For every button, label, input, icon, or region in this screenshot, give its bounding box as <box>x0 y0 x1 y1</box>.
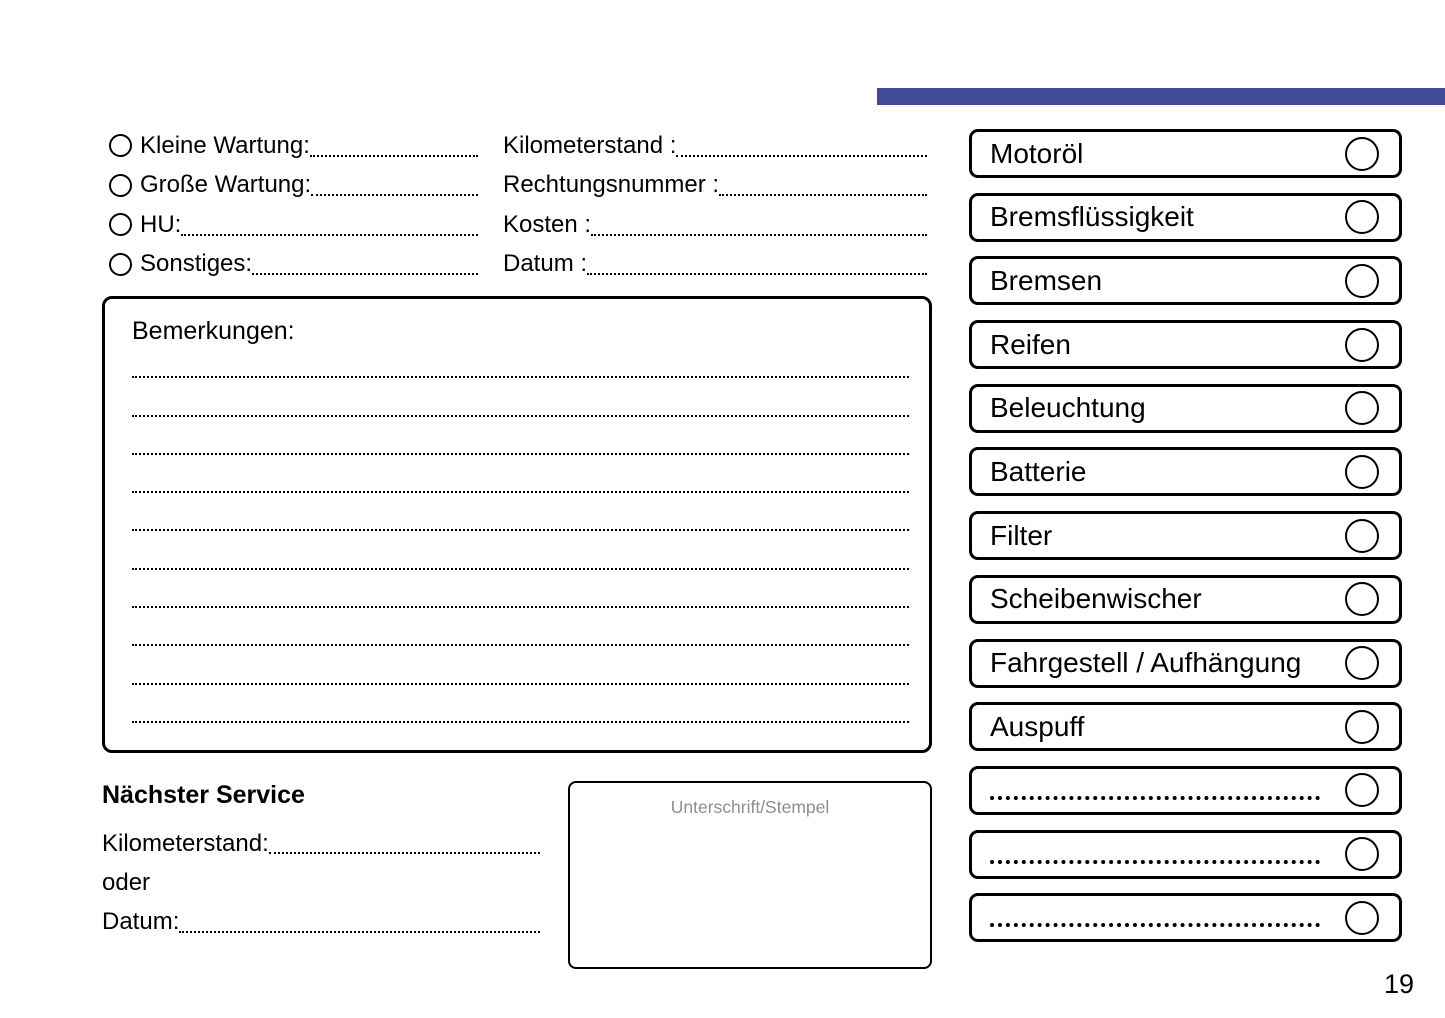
check-circle-icon <box>1345 519 1379 553</box>
dotted-write-line <box>132 455 909 493</box>
radio-circle-icon <box>109 174 132 197</box>
dotted-fill-line <box>252 273 478 275</box>
service-type-row <box>109 245 478 285</box>
checklist-item-label: Batterie <box>990 455 1087 487</box>
service-detail-section <box>503 126 927 284</box>
check-circle-icon <box>1345 837 1379 871</box>
dotted-fill-line <box>311 194 478 196</box>
service-detail-label: Kosten : <box>503 210 592 238</box>
next-service-km-label: Kilometerstand: <box>102 829 269 857</box>
next-service-title: Nächster Service <box>102 781 305 809</box>
inspection-checklist <box>969 129 1402 957</box>
dotted-fill-line <box>179 931 540 933</box>
next-service-date-label: Datum: <box>102 908 180 936</box>
service-detail-row <box>503 205 927 245</box>
page-number: 19 <box>1384 969 1415 999</box>
checklist-item-label: Filter <box>990 519 1053 551</box>
checklist-row <box>969 702 1402 751</box>
check-circle-icon <box>1345 901 1379 935</box>
check-circle-icon <box>1345 646 1379 680</box>
dotted-write-line <box>132 531 909 569</box>
radio-circle-icon <box>109 213 132 236</box>
dotted-fill-line <box>587 273 927 275</box>
checklist-row <box>969 193 1402 242</box>
dotted-write-line <box>132 646 909 684</box>
check-circle-icon <box>1345 773 1379 807</box>
checklist-row <box>969 256 1402 305</box>
checklist-item-label: Bremsen <box>990 264 1103 296</box>
service-type-label: Kleine Wartung: <box>140 131 310 159</box>
checklist-item-label: Reifen <box>990 328 1071 360</box>
checklist-row <box>969 320 1402 369</box>
remarks-box <box>102 296 932 753</box>
service-detail-label: Datum : <box>503 250 588 278</box>
checklist-item-label: Fahrgestell / Aufhängung <box>990 647 1302 678</box>
dotted-fill-line <box>990 860 1320 864</box>
check-circle-icon <box>1345 264 1379 298</box>
remarks-write-area <box>132 340 909 723</box>
service-type-row <box>109 205 478 245</box>
accent-bar <box>877 88 1445 105</box>
service-detail-label: Kilometerstand : <box>503 131 677 159</box>
checklist-item-label: Scheibenwischer <box>990 583 1202 615</box>
checklist-row <box>969 893 1402 942</box>
next-service-or-label: oder <box>102 868 151 896</box>
checklist-row <box>969 766 1402 815</box>
service-detail-row <box>503 126 927 166</box>
next-service-km-row <box>102 824 540 863</box>
check-circle-icon <box>1345 391 1379 425</box>
service-type-label: Sonstiges: <box>140 250 253 278</box>
checklist-row <box>969 447 1402 496</box>
service-type-label: HU: <box>140 210 182 238</box>
signature-stamp-label: Unterschrift/Stempel <box>670 797 830 817</box>
remarks-title: Bemerkungen: <box>132 317 295 345</box>
checklist-row <box>969 830 1402 879</box>
dotted-fill-line <box>990 923 1320 927</box>
dotted-write-line <box>132 378 909 416</box>
check-circle-icon <box>1345 137 1379 171</box>
dotted-write-line <box>132 570 909 608</box>
checklist-row <box>969 575 1402 624</box>
dotted-fill-line <box>990 796 1320 800</box>
dotted-write-line <box>132 340 909 378</box>
dotted-write-line <box>132 417 909 455</box>
service-type-section <box>109 126 478 284</box>
checklist-item-label: Beleuchtung <box>990 392 1146 424</box>
next-service-or-row <box>102 863 540 902</box>
next-service-date-row <box>102 903 540 942</box>
radio-circle-icon <box>109 253 132 276</box>
check-circle-icon <box>1345 582 1379 616</box>
dotted-fill-line <box>181 234 478 236</box>
checklist-item-label: Motoröl <box>990 137 1084 169</box>
check-circle-icon <box>1345 200 1379 234</box>
signature-stamp-box <box>568 781 932 969</box>
check-circle-icon <box>1345 328 1379 362</box>
check-circle-icon <box>1345 710 1379 744</box>
radio-circle-icon <box>109 134 132 157</box>
next-service-section <box>102 781 540 942</box>
dotted-fill-line <box>310 155 478 157</box>
checklist-row <box>969 639 1402 688</box>
service-detail-row <box>503 166 927 206</box>
service-type-row <box>109 126 478 166</box>
checklist-row <box>969 384 1402 433</box>
dotted-write-line <box>132 685 909 723</box>
dotted-fill-line <box>591 234 927 236</box>
dotted-fill-line <box>676 155 927 157</box>
check-circle-icon <box>1345 455 1379 489</box>
checklist-row <box>969 511 1402 560</box>
dotted-fill-line <box>719 194 927 196</box>
service-detail-row <box>503 245 927 285</box>
checklist-row <box>969 129 1402 178</box>
service-type-row <box>109 166 478 206</box>
checklist-item-label: Bremsflüssigkeit <box>990 201 1194 233</box>
dotted-write-line <box>132 608 909 646</box>
service-detail-label: Rechtungsnummer : <box>503 171 720 199</box>
dotted-write-line <box>132 493 909 531</box>
dotted-fill-line <box>269 852 540 854</box>
service-type-label: Große Wartung: <box>140 171 312 199</box>
checklist-item-label: Auspuff <box>990 710 1085 742</box>
